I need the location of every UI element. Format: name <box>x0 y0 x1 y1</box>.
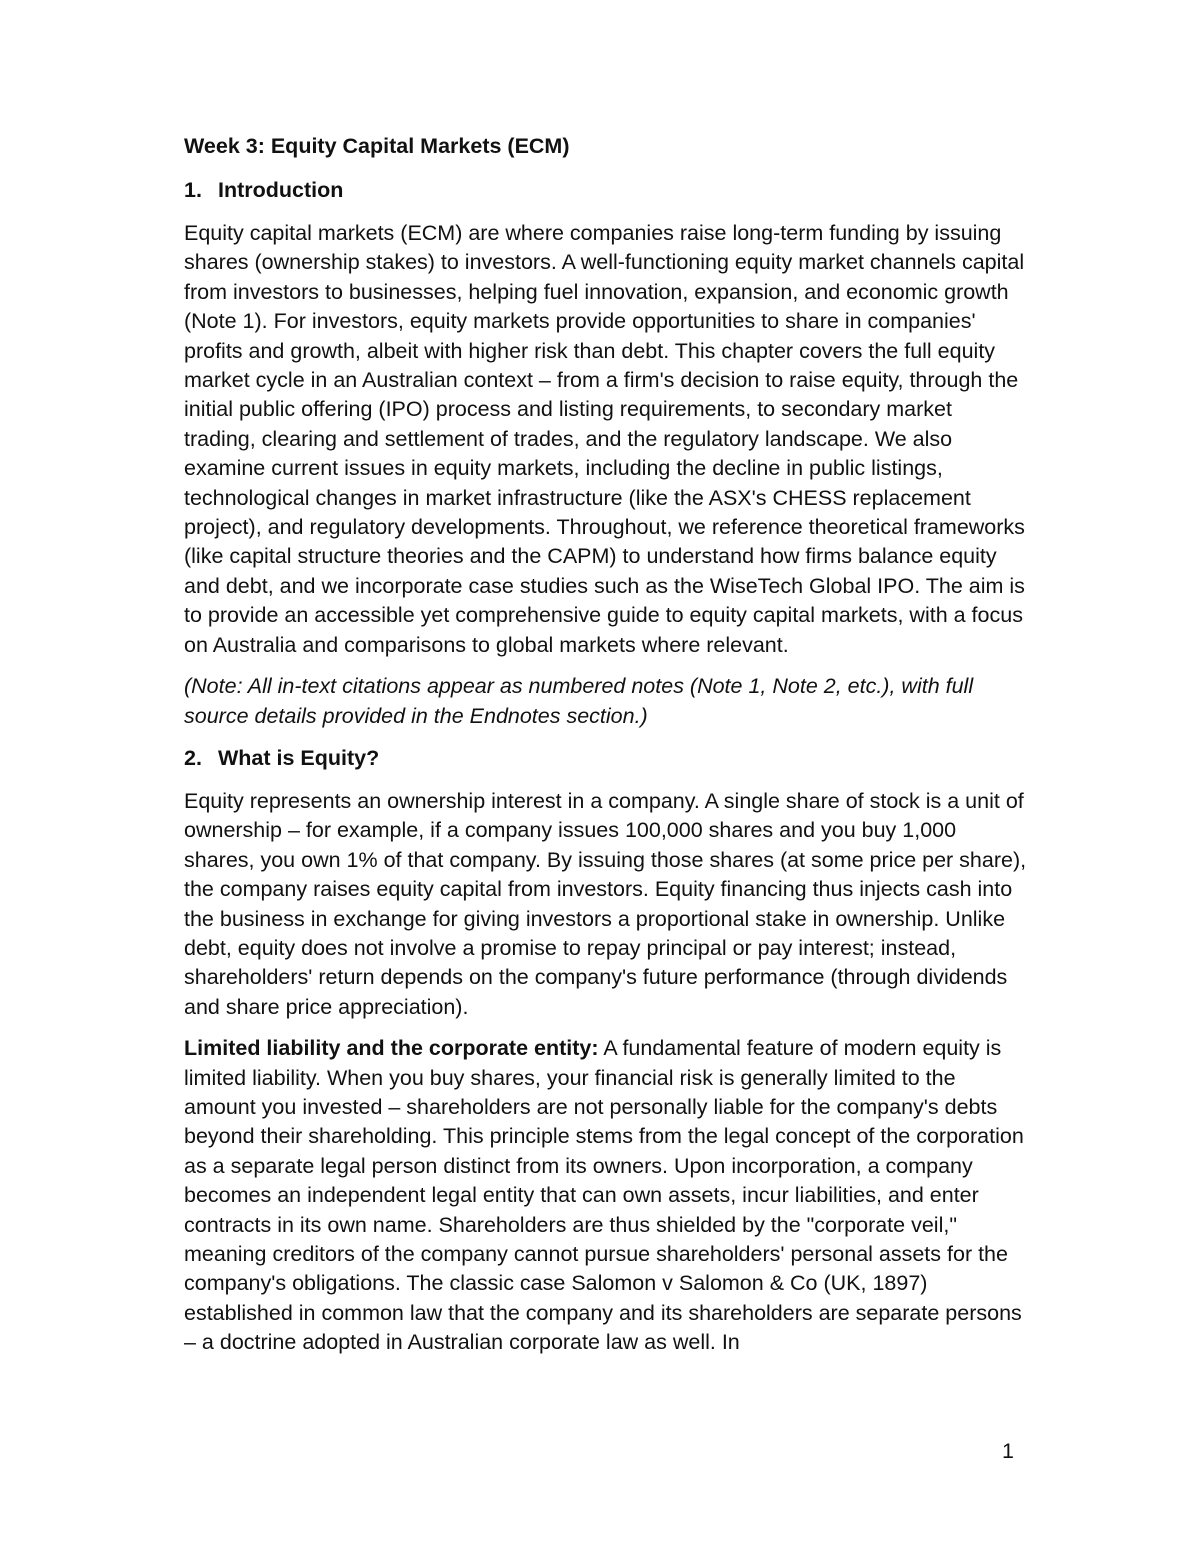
page-number: 1 <box>1002 1439 1014 1463</box>
citation-note: (Note: All in-text citations appear as numbered notes (Note 1, Note 2, etc.), with full source details provided in the Endnotes section.) <box>184 674 974 728</box>
section-heading-what-is-equity <box>184 743 1029 773</box>
section-title: Introduction <box>218 178 344 202</box>
equity-paragraph: Equity represents an ownership interest in a company. A single share of stock is a unit of ownership – for example, if a company issues 100,000 shares and you buy 1,000 shares, you own 1% of that company. By issuing those shares (at some price per share), the company raises equity capital from investors. Equity financing thus injects cash into the business in exchange for giving investors a proportional stake in ownership. Unlike debt, equity does not involve a promise to repay principal or pay interest; instead, shareholders' return depends on the company's future performance (through dividends and share price appreciation). <box>184 788 1027 1019</box>
section-heading-introduction <box>184 175 1029 205</box>
section-number: 1. <box>184 178 202 202</box>
section-title: What is Equity? <box>218 745 380 770</box>
limited-liability-paragraph <box>184 1034 1029 1357</box>
paragraph-lead-label: Limited liability and the corporate entity: <box>184 1036 599 1061</box>
document-page <box>184 130 1029 1370</box>
document-title: Week 3: Equity Capital Markets (ECM) <box>184 134 570 158</box>
intro-paragraph: Equity capital markets (ECM) are where companies raise long-term funding by issuing shares (ownership stakes) to investors. A well-functioning equity market channels capital from investors to businesses, helping fuel innovation, expansion, and economic growth (Note 1). For investors, equity markets provide opportunities to share in companies' profits and growth, albeit with higher risk than debt. This chapter covers the full equity market cycle in an Australian context – from a firm's decision to raise equity, through the initial public offering (IPO) process and listing requirements, to secondary market trading, clearing and settlement of trades, and the regulatory landscape. We also examine current issues in equity markets, including the decline in public listings, technological changes in market infrastructure (like the ASX's CHESS replacement project), and regulatory developments. Throughout, we reference theoretical frameworks (like capital structure theories and the CAPM) to understand how firms balance equity and debt, and we incorporate case studies such as the WiseTech Global IPO. The aim is to provide an accessible yet comprehensive guide to equity capital markets, with a focus on Australia and comparisons to global markets where relevant. <box>184 221 1025 657</box>
section-number: 2. <box>184 745 202 770</box>
paragraph-body: A fundamental feature of modern equity is limited liability. When you buy shares, your financial risk is generally limited to the amount you invested – shareholders are not personally liable for the company's debts beyond their shareholding. This principle stems from the legal concept of the corporation as a separate legal person distinct from its owners. Upon incorporation, a company becomes an independent legal entity that can own assets, incur liabilities, and enter contracts in its own name. Shareholders are thus shielded by the "corporate veil," meaning creditors of the company cannot pursue shareholders' personal assets for the company's obligations. The classic case Salomon v Salomon & Co (UK, 1897) established in common law that the company and its shareholders are separate persons – a doctrine adopted in Australian corporate law as well. In <box>184 1036 1024 1355</box>
